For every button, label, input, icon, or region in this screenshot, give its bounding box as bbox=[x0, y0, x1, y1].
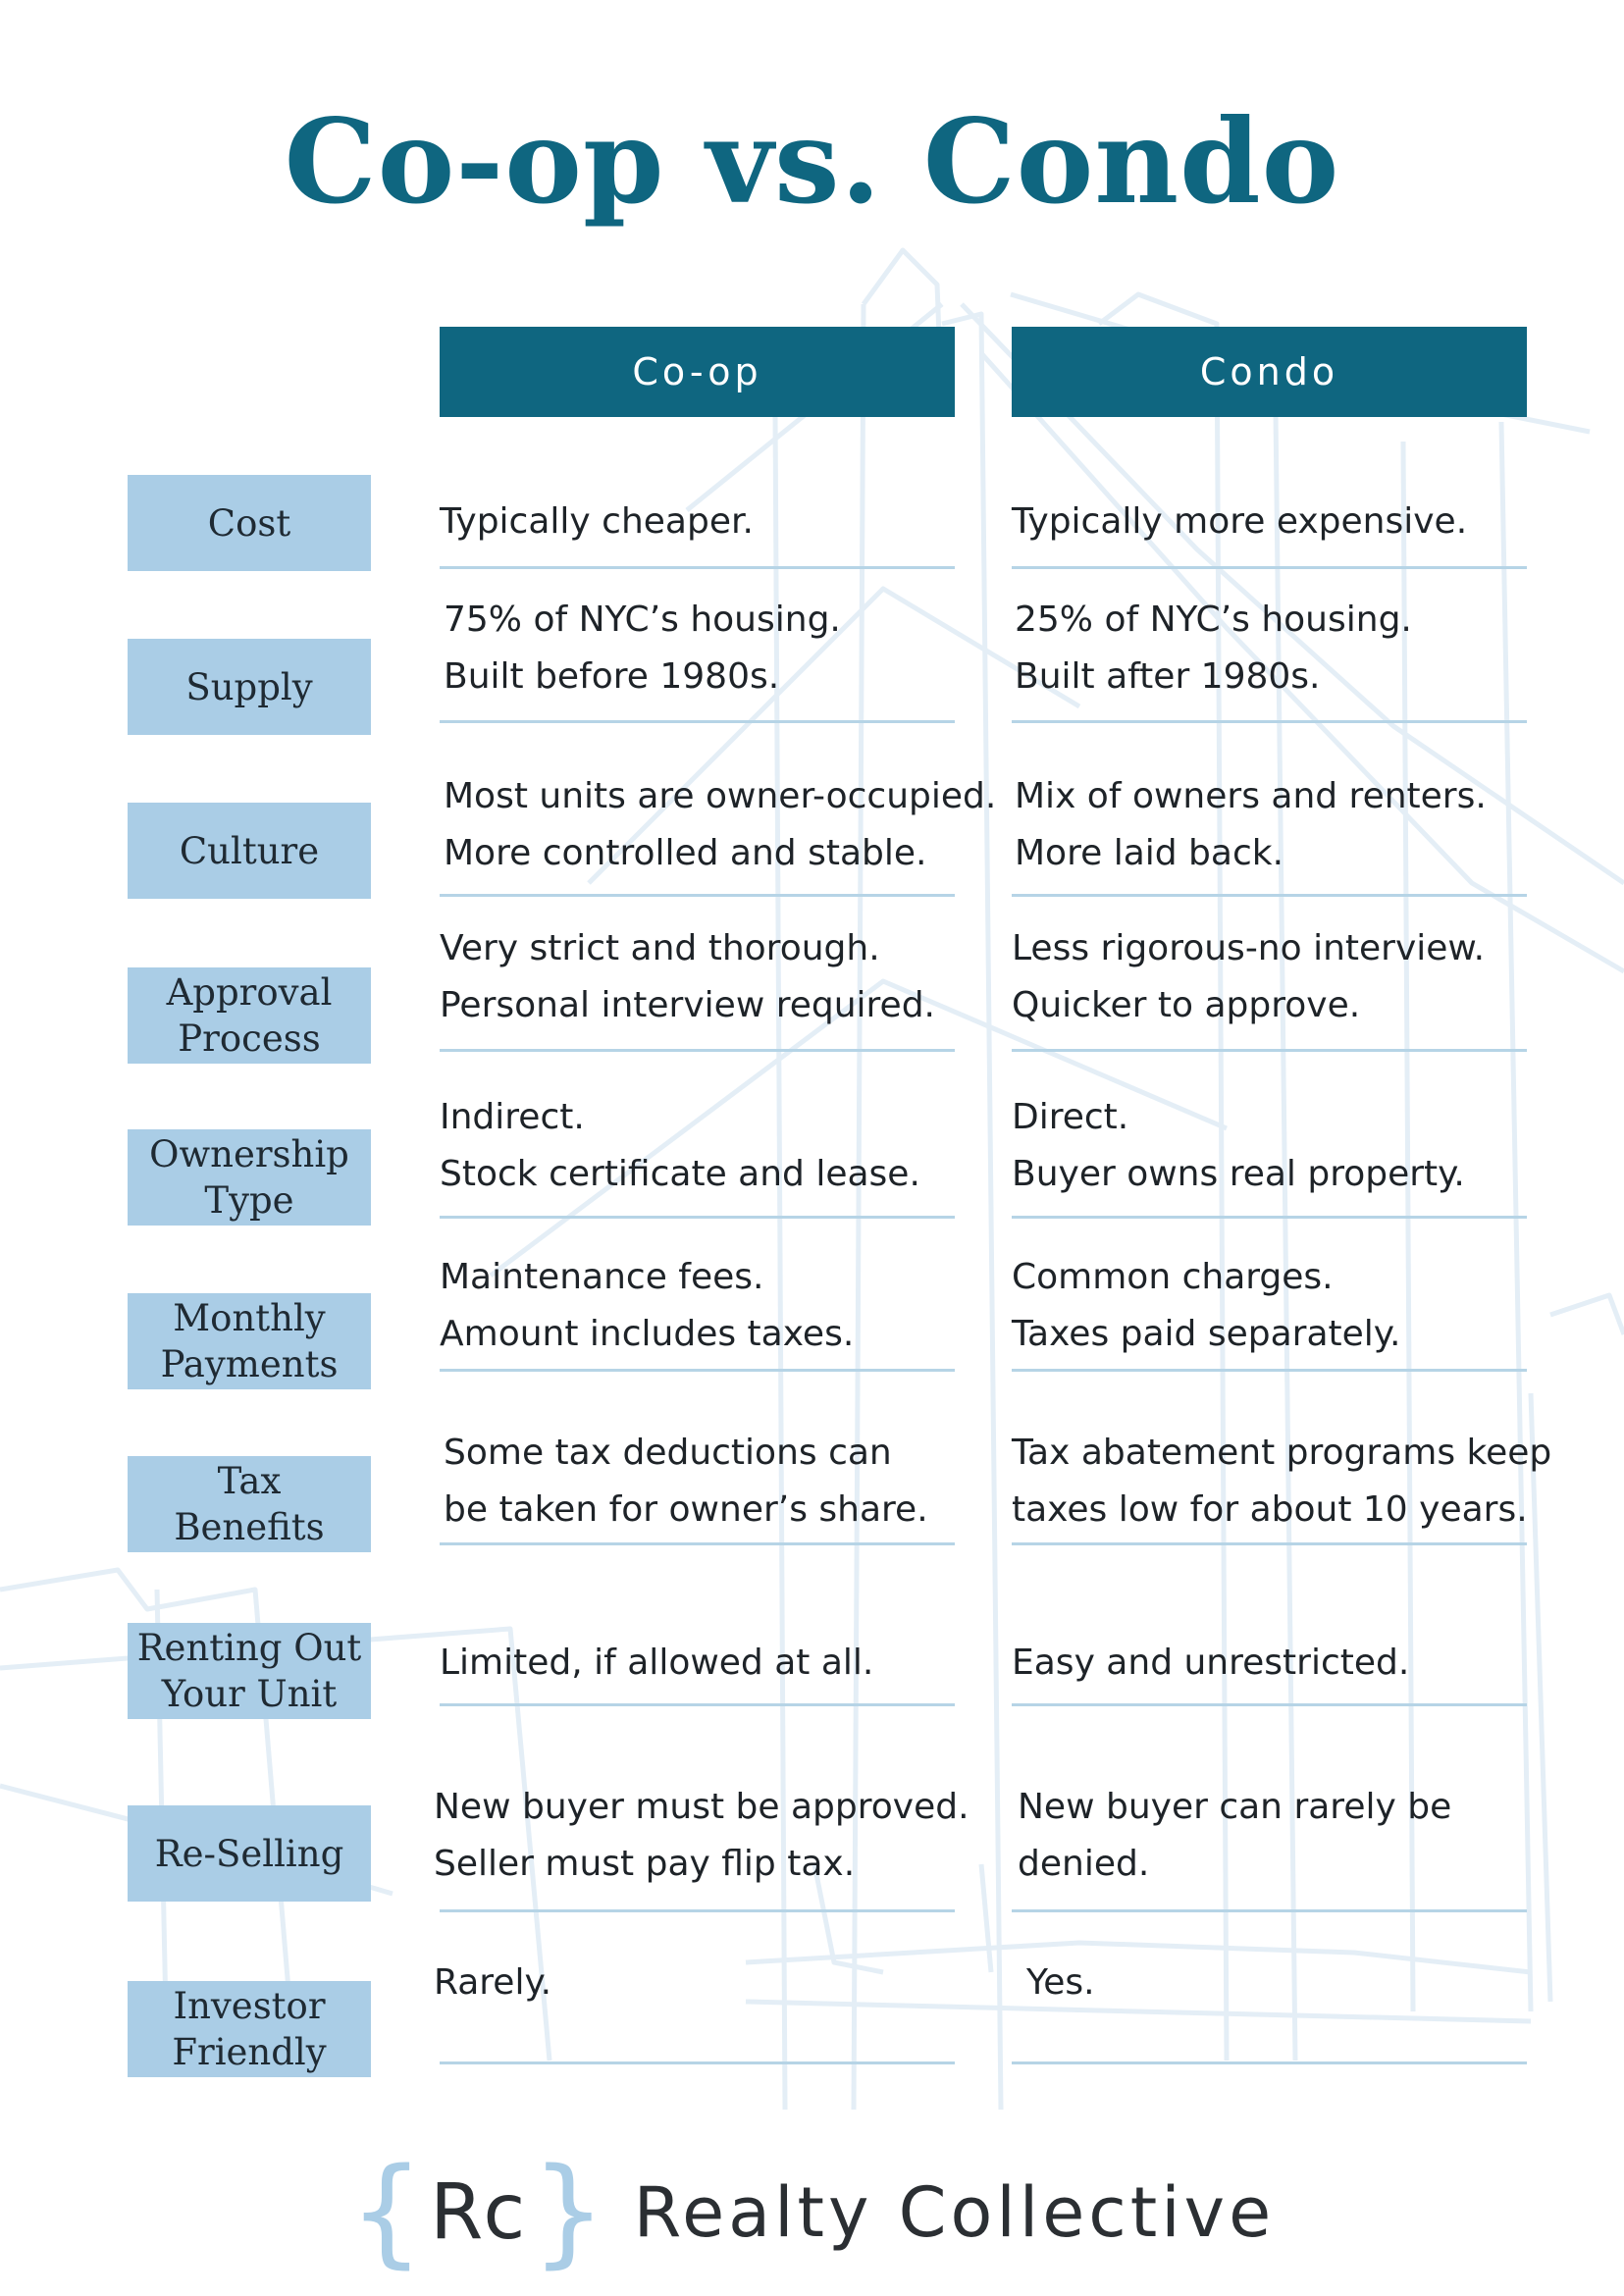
condo-cell-line: New buyer can rarely be bbox=[1018, 1787, 1452, 1827]
row-label-ownership-type bbox=[128, 1129, 371, 1226]
condo-cell-line: taxes low for about 10 years. bbox=[1012, 1489, 1528, 1530]
coop-cell-line: Rarely. bbox=[434, 1962, 552, 2003]
coop-cell-line: New buyer must be approved. bbox=[434, 1787, 969, 1827]
coop-cell-line: More controlled and stable. bbox=[444, 833, 927, 873]
coop-cell-line: Personal interview required. bbox=[440, 985, 935, 1025]
condo-cell-line: Yes. bbox=[1026, 1962, 1095, 2003]
realty-collective-logo bbox=[348, 2144, 606, 2280]
condo-cell-line: Tax abatement programs keep bbox=[1012, 1433, 1552, 1473]
row-label-approval-process bbox=[128, 967, 371, 1064]
row-label-line: Approval bbox=[166, 971, 333, 1014]
condo-cell-line: More laid back. bbox=[1015, 833, 1284, 873]
footer bbox=[0, 2144, 1624, 2280]
condo-row-divider bbox=[1012, 1909, 1527, 1912]
coop-cell-ownership-type bbox=[440, 1089, 955, 1203]
coop-cell-line: be taken for owner’s share. bbox=[444, 1489, 928, 1530]
row-label-re-selling bbox=[128, 1805, 371, 1902]
coop-cell-line: Some tax deductions can bbox=[444, 1433, 892, 1473]
logo-left-brace: { bbox=[348, 2144, 425, 2280]
condo-row-divider bbox=[1012, 1542, 1527, 1545]
coop-row-divider bbox=[440, 566, 955, 569]
row-label-line: Renting Out bbox=[136, 1627, 362, 1669]
condo-cell-line: Buyer owns real property. bbox=[1012, 1154, 1465, 1194]
coop-cell-re-selling bbox=[434, 1779, 969, 1893]
row-label-line: Payments bbox=[160, 1343, 339, 1385]
coop-row-divider bbox=[440, 1703, 955, 1706]
condo-cell-line: denied. bbox=[1018, 1844, 1150, 1884]
condo-cell-line: Taxes paid separately. bbox=[1012, 1314, 1401, 1354]
condo-cell-culture bbox=[1015, 768, 1530, 882]
coop-column-header: Co-op bbox=[440, 327, 955, 417]
row-label-renting-out-your-unit bbox=[128, 1623, 371, 1719]
condo-cell-line: Mix of owners and renters. bbox=[1015, 776, 1487, 816]
row-label-line: Cost bbox=[207, 501, 291, 545]
row-label-line: Monthly bbox=[173, 1297, 326, 1339]
condo-cell-cost bbox=[1012, 494, 1527, 550]
condo-row-divider bbox=[1012, 2061, 1527, 2064]
coop-cell-line: Stock certificate and lease. bbox=[440, 1154, 920, 1194]
condo-row-divider bbox=[1012, 1216, 1527, 1219]
condo-cell-renting-out-your-unit bbox=[1012, 1635, 1527, 1692]
coop-cell-approval-process bbox=[440, 920, 955, 1034]
coop-cell-line: Most units are owner-occupied. bbox=[444, 776, 997, 816]
condo-cell-line: Typically more expensive. bbox=[1012, 501, 1468, 542]
coop-cell-renting-out-your-unit bbox=[440, 1635, 955, 1692]
condo-column-header: Condo bbox=[1012, 327, 1527, 417]
coop-cell-line: Typically cheaper. bbox=[440, 501, 754, 542]
row-label-tax-benefits bbox=[128, 1456, 371, 1552]
coop-row-divider bbox=[440, 894, 955, 897]
condo-cell-tax-benefits bbox=[1012, 1425, 1552, 1539]
condo-cell-line: Less rigorous-no interview. bbox=[1012, 928, 1486, 968]
row-label-line: Your Unit bbox=[161, 1673, 338, 1715]
coop-row-divider bbox=[440, 1369, 955, 1372]
row-label-line: Tax bbox=[217, 1460, 282, 1502]
condo-cell-line: Easy and unrestricted. bbox=[1012, 1643, 1410, 1683]
coop-row-divider bbox=[440, 2061, 955, 2064]
condo-cell-line: Built after 1980s. bbox=[1015, 656, 1321, 697]
row-label-line: Investor bbox=[173, 1985, 326, 2027]
row-label-line: Ownership bbox=[149, 1133, 349, 1175]
coop-cell-line: Amount includes taxes. bbox=[440, 1314, 855, 1354]
page-title: Co-op vs. Condo bbox=[284, 93, 1340, 230]
condo-cell-ownership-type bbox=[1012, 1089, 1527, 1203]
condo-cell-line: 25% of NYC’s housing. bbox=[1015, 600, 1412, 640]
coop-cell-line: Indirect. bbox=[440, 1097, 585, 1137]
condo-row-divider bbox=[1012, 1369, 1527, 1372]
logo-right-brace: } bbox=[531, 2144, 606, 2280]
coop-row-divider bbox=[440, 1542, 955, 1545]
row-label-line: Process bbox=[178, 1018, 321, 1060]
coop-cell-culture bbox=[444, 768, 997, 882]
condo-cell-line: Common charges. bbox=[1012, 1257, 1334, 1297]
condo-row-divider bbox=[1012, 566, 1527, 569]
row-label-monthly-payments bbox=[128, 1293, 371, 1389]
coop-row-divider bbox=[440, 1909, 955, 1912]
row-label-supply bbox=[128, 639, 371, 735]
coop-cell-investor-friendly bbox=[434, 1955, 949, 2011]
row-label-line: Re-Selling bbox=[154, 1832, 344, 1875]
condo-cell-investor-friendly bbox=[1026, 1955, 1542, 2011]
row-label-line: Benefits bbox=[174, 1506, 325, 1548]
row-label-culture bbox=[128, 803, 371, 899]
coop-row-divider bbox=[440, 720, 955, 723]
coop-cell-line: Limited, if allowed at all. bbox=[440, 1643, 874, 1683]
condo-row-divider bbox=[1012, 720, 1527, 723]
condo-cell-approval-process bbox=[1012, 920, 1527, 1034]
row-label-line: Type bbox=[204, 1179, 294, 1222]
coop-cell-cost bbox=[440, 494, 955, 550]
condo-cell-line: Quicker to approve. bbox=[1012, 985, 1361, 1025]
coop-row-divider bbox=[440, 1216, 955, 1219]
coop-cell-line: Very strict and thorough. bbox=[440, 928, 880, 968]
row-label-line: Supply bbox=[185, 665, 313, 708]
row-label-line: Friendly bbox=[172, 2031, 327, 2073]
coop-cell-line: Seller must pay flip tax. bbox=[434, 1844, 856, 1884]
coop-cell-tax-benefits bbox=[444, 1425, 959, 1539]
condo-row-divider bbox=[1012, 1703, 1527, 1706]
condo-cell-monthly-payments bbox=[1012, 1249, 1527, 1363]
coop-cell-supply bbox=[444, 592, 959, 705]
condo-cell-re-selling bbox=[1018, 1779, 1533, 1893]
brand-name: Realty Collective bbox=[633, 2172, 1276, 2253]
condo-cell-supply bbox=[1015, 592, 1530, 705]
coop-cell-line: Maintenance fees. bbox=[440, 1257, 764, 1297]
coop-row-divider bbox=[440, 1049, 955, 1052]
coop-cell-line: 75% of NYC’s housing. bbox=[444, 600, 841, 640]
condo-cell-line: Direct. bbox=[1012, 1097, 1129, 1137]
condo-row-divider bbox=[1012, 1049, 1527, 1052]
coop-cell-line: Built before 1980s. bbox=[444, 656, 780, 697]
logo-letters: Rc bbox=[430, 2168, 526, 2257]
row-label-investor-friendly bbox=[128, 1981, 371, 2077]
row-label-cost bbox=[128, 475, 371, 571]
coop-cell-monthly-payments bbox=[440, 1249, 955, 1363]
condo-row-divider bbox=[1012, 894, 1527, 897]
row-label-line: Culture bbox=[179, 829, 320, 872]
